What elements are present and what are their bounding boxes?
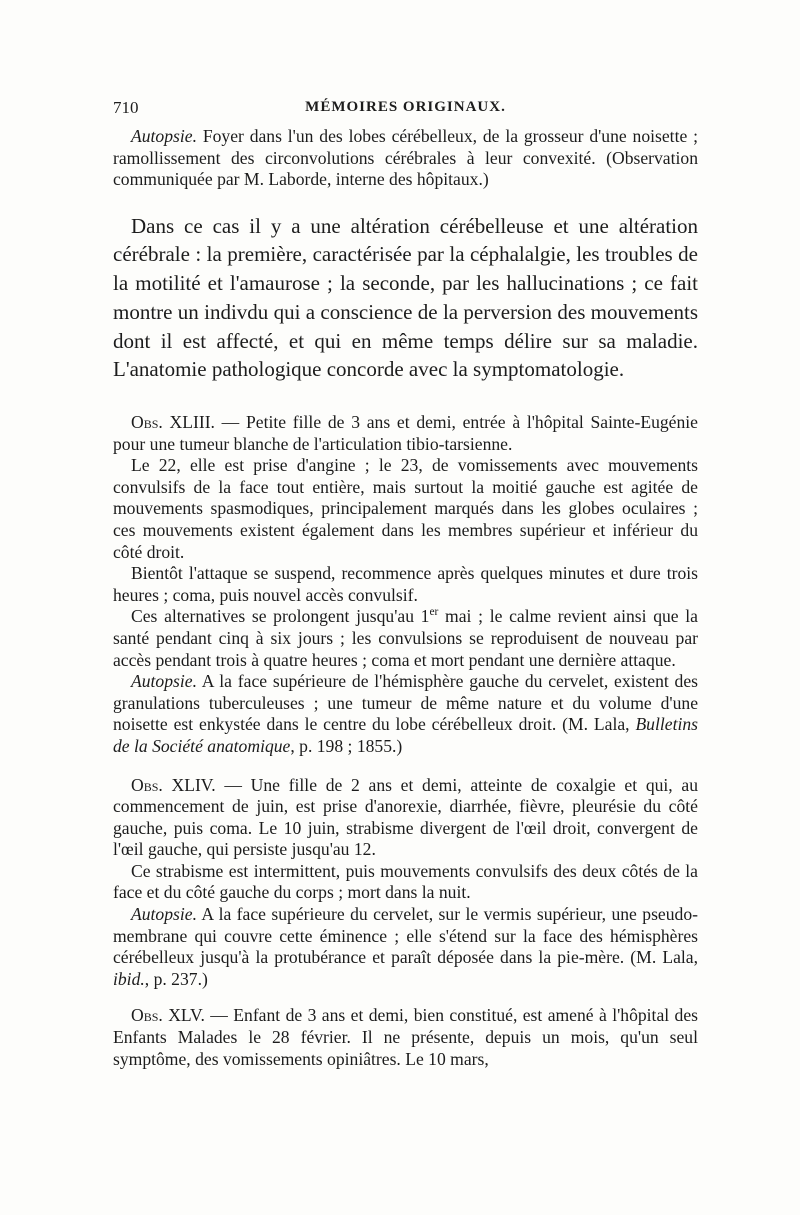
observation-number: XLV. [162,1005,205,1026]
observation-43-autopsy-paragraph [113,671,698,757]
autopsy-label: Autopsie. [131,904,197,925]
observation-44-paragraph [113,775,698,861]
ordinal-superscript: er [429,606,439,619]
intro-autopsy-text: Foyer dans l'un des lobes cérébelleux, de la grosseur d'une noisette ; ramollissement des circonvolutions cérébrales à leur convexité. (Observation communiquée par M. Laborde, interne des hôpitaux.) [113,126,698,190]
observation-43-autopsy-text: A la face supérieure de l'hémisphère gauche du cervelet, existent des granulations tuberculeuses ; une tumeur de même nature et du volume d'une noisette est enkystée dans le centre du lobe cérébelleux droit. (M. Lala, [113,671,698,735]
intro-autopsy-paragraph [113,126,698,191]
citation-reference: , p. 198 ; 1855.) [290,735,403,756]
citation-reference: , p. 237.) [144,968,208,989]
observation-45-paragraph [113,1005,698,1070]
observation-label: Obs. [131,412,163,432]
autopsy-label: Autopsie. [131,671,197,692]
observation-43-para4-start: Ces alternatives se prolongent jusqu'au 1 [131,606,430,627]
autopsy-label: Autopsie. [131,126,197,146]
running-head: MÉMOIRES ORIGINAUX. [305,99,506,115]
observation-number: XLIII. [162,412,215,432]
citation-source: Bulletins de la Société anatomique [113,714,698,756]
observation-43-paragraph-3: Bientôt l'attaque se suspend, recommence après quelques minutes et dure trois heures ; coma, puis nouvel accès convulsif. [113,563,698,605]
observation-44-autopsy-paragraph [113,904,698,990]
observation-43-para4-end: mai ; le calme revient ainsi que la santé pendant cinq à six jours ; les convulsions se reproduisent de nouveau par accès pendant trois à quatre heures ; coma et mort pendant une dernière attaque. [113,606,698,670]
observation-43-paragraph-4 [113,606,698,671]
observation-45-text: — Enfant de 3 ans et demi, bien constitué, est amené à l'hôpital des Enfants Malades le 28 février. Il ne présente, depuis un mois, qu'un seul symptôme, des vomissements opiniâtres. Le 10 mars, [113,1005,698,1069]
observation-43-paragraph [113,412,698,455]
observation-43-text: — Petite fille de 3 ans et demi, entrée à l'hôpital Sainte-Eugénie pour une tumeur blanche de l'articulation tibio-tarsienne. [113,412,698,454]
commentary-paragraph: Dans ce cas il y a une altération cérébelleuse et une altération cérébrale : la première, caractérisée par la céphalalgie, les troubles de la motilité et l'amaurose ; la seconde, par les hallucinations ; ce fait montre un indivdu qui a conscience de la perversion des mouvements dont il est affecté, et qui en même temps délire sur sa maladie. L'anatomie pathologique concorde avec la symptomatologie. [113,213,698,382]
observation-44-autopsy-text: A la face supérieure du cervelet, sur le vermis supérieur, une pseudo-membrane qui couvre cette éminence ; elle s'étend sur la face des hémisphères cérébelleux jusqu'à la protubérance et paraît déposée dans la pie-mère. (M. Lala, [113,904,698,968]
page-header [113,98,698,122]
observation-43-paragraph-2: Le 22, elle est prise d'angine ; le 23, de vomissements avec mouvements convulsifs de la face tout entière, mais surtout la moitié gauche est agitée de mouvements spasmodiques, principalement marqués dans les globes oculaires ; ces mouvements existent également dans les membres supérieur et inférieur du côté droit. [113,455,698,562]
observation-label: Obs. [131,774,163,795]
observation-number: XLIV. [162,774,216,795]
observation-44-text: — Une fille de 2 ans et demi, atteinte de coxalgie et qui, au commencement de juin, est prise d'anorexie, diarrhée, fièvre, pleurésie du côté gauche, puis coma. Le 10 juin, strabisme divergent de l'œil droit, convergent de l'œil gauche, qui persiste jusqu'au 12. [113,774,699,860]
observation-label: Obs. [131,1005,163,1026]
citation-source: ibid. [113,968,145,989]
book-page [113,98,698,1070]
observation-44-paragraph-2: Ce strabisme est intermittent, puis mouvements convulsifs des deux côtés de la face et du côté gauche du corps ; mort dans la nuit. [113,860,698,903]
page-number: 710 [113,98,139,117]
